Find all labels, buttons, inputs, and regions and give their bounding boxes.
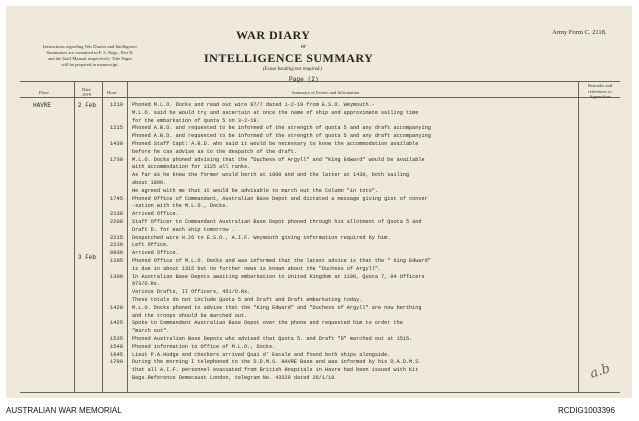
footer-left: AUSTRALIAN WAR MEMORIAL xyxy=(6,406,122,415)
remarks-text: Remarks and references to Appendices xyxy=(587,83,613,99)
entry-text: that all A.I.F. personnel evacuated from British Hospitals in Havre had been issued with Kit xyxy=(132,367,419,374)
entry-text: Draft D. for each ship tomorrow . xyxy=(132,226,235,233)
table-bottom-rule xyxy=(20,392,620,393)
entry-text: These totals do not include Quota 5 and Draft and Draft embarkating today. xyxy=(132,297,363,303)
entry-time: 2215 xyxy=(110,234,123,241)
entry-text: Staff Officer to Commandant Australian Base Depot phoned through his allotment of Quota 5 and xyxy=(132,219,422,225)
instruction-line: and the Staff Manual respectively. Title Pages xyxy=(47,56,133,61)
entry-text: As far as he knew the former would berth at 1800 and and the latter at 1430, both sailing xyxy=(132,172,410,179)
instruction-line: Instructions regarding War Diaries and Intelligence xyxy=(42,44,138,49)
entry-text: Left Office. xyxy=(132,242,170,249)
entry-time: 1425 xyxy=(110,320,123,327)
entry-text: 973/O.Rs. xyxy=(132,281,161,288)
instructions-block xyxy=(30,44,150,68)
entry-text: During the morning I telephoned to the D.D.M.S. HAVRE Base and was informed by his D.A.D.M.S. xyxy=(132,359,422,366)
entry-time: 1535 xyxy=(110,336,123,342)
entry-text: for the embarkation of quota 5 on 3-2-19. xyxy=(132,117,260,124)
entry-time: 0930 xyxy=(110,250,123,257)
page-label: Page (2) xyxy=(289,76,319,83)
entry-time: 1420 xyxy=(110,304,123,311)
entry-time: 1205 xyxy=(110,258,123,264)
entry-text: Phoned Office of Commandant, Australian Base Depot and dictated a message giving gist of conver xyxy=(132,195,428,202)
entry-text: Phoned Staff Capt: A.B.D. who said it would be necessary to know the accommodation available xyxy=(132,141,419,147)
instruction-line: Summaries are contained in F. S. Regs., Part II. xyxy=(46,50,134,55)
entry-text: Phoned M.L.O. Docks and read out wire 97/7 dated 1-2-19 from E.S.O. Weymouth.- xyxy=(132,102,375,108)
entry-text: "march out". xyxy=(132,328,170,335)
entry-text: Phoned A.B.D. and requested to be informed of the strength of quota 5 and any draft accompanying xyxy=(132,125,431,132)
entry-time: 1730 xyxy=(110,156,123,163)
entry-text: with accommodation for 1125 all ranks. xyxy=(132,164,251,171)
entry-text: M.L.O. Docks phoned to advise that the "King Edward" and "Duchess of Argyll" are now berthing xyxy=(132,304,422,311)
instruction-line: will be prepared in manuscript. xyxy=(61,62,119,67)
footer-right: RCDIG1003396 xyxy=(558,406,615,415)
col-rule-place xyxy=(74,81,75,392)
entry-time: 1700 xyxy=(110,359,123,366)
doc-title: WAR DIARY xyxy=(236,28,311,42)
entry-text: Phoned A.B.D. and requested to be informed of the strength of quota 5 and any draft accompanying xyxy=(132,133,431,140)
entry-time: 2130 xyxy=(110,211,123,218)
doc-subtitle: INTELLIGENCE SUMMARY xyxy=(204,51,374,65)
place-value: HAVRE xyxy=(33,102,52,109)
entry-text: is due in about 1315 but no further news is known about the "Duchess of Argyll". xyxy=(132,265,382,272)
entry-text: Arrived Office. xyxy=(132,250,179,257)
col-header-remarks xyxy=(580,83,620,100)
entry-time: 1430 xyxy=(110,141,123,147)
entry-time: 2230 xyxy=(110,242,123,249)
entry-text: about 1800. xyxy=(132,180,167,186)
col-header-date: Date xyxy=(82,87,91,92)
entry-text: Phoned Australian Base Depots who advised that Quota 5. and Draft "D" marched out at 1515. xyxy=(132,336,413,342)
date-value: 2 Feb xyxy=(78,102,97,109)
entry-time: 1540 xyxy=(110,343,123,350)
date-value: 3 Feb xyxy=(78,254,97,261)
entry-time: 1645 xyxy=(110,351,123,358)
entry-text: Lieut P.A.Hodge and checkers arrived Quai d' Escale and found both ships alongside. xyxy=(132,351,391,358)
title-or: or xyxy=(301,44,307,50)
col-rule-date xyxy=(102,81,103,392)
entry-text: In Australian Base Depots awaiting embarkation to United Kingdom at 1100, Quota 7, 94 Officers xyxy=(132,273,425,280)
table-top-rule xyxy=(20,81,620,82)
army-form: Army Form C. 2118. xyxy=(552,29,607,36)
entry-text: Phoned information to Office of M.L.O., Docks. xyxy=(132,343,276,350)
document-sheet xyxy=(6,6,632,398)
header-bottom-rule xyxy=(20,97,620,98)
entry-text: Arrived Office. xyxy=(132,211,179,218)
col-header-summary: Summary of Events and Information xyxy=(292,90,360,95)
entry-time: 2200 xyxy=(110,219,123,225)
entry-time: 1210 xyxy=(110,102,123,108)
col-rule-summary xyxy=(578,81,579,392)
entry-text: Bags.Reference Democaust London, telegram No. 43320 dated 26/1/19. xyxy=(132,375,338,381)
col-header-year: 1919 xyxy=(82,92,92,97)
entry-time: 1300 xyxy=(110,273,123,280)
entry-text: -sation with the M.L.O., Docks. xyxy=(132,203,229,210)
entry-text: M.L.O. Docks phoned advising that the "Duchess of Argyll" and "King Edward" would be available xyxy=(132,156,425,163)
col-header-hour: Hour xyxy=(107,90,117,95)
erase-note: (Erase heading not required.) xyxy=(263,67,323,72)
entry-text: and the troops should be marched out. xyxy=(132,312,248,319)
entry-text: Despatched wire H.26 to E.S.O., A.I.F. Weymouth giving information required by him. xyxy=(132,234,391,241)
margin-note: a.b xyxy=(588,361,613,382)
col-rule-hour xyxy=(127,81,128,392)
entry-text: M.L.O. said he would try and ascertain at once the name of ship and approximate sailing time xyxy=(132,109,419,116)
entry-text: Various Drafts, II Officers, 451/O.Rs. xyxy=(132,289,251,296)
entry-text: He agreed with me that it would be advisable to march out the Column "in toto". xyxy=(132,187,378,194)
entry-time: 1215 xyxy=(110,125,123,132)
entry-time: 1745 xyxy=(110,195,123,202)
entry-text: Phoned Office of M.L.O. Docks and was informed that the latest advice is that the " King Edward" xyxy=(132,258,431,264)
col-header-place: Place xyxy=(39,90,49,95)
entry-text: before he can advise as to the despatch of the draft. xyxy=(132,148,297,155)
entry-text: Spoke to Commandant Australian Base Depot over the phone and requested him to order the xyxy=(132,320,403,327)
